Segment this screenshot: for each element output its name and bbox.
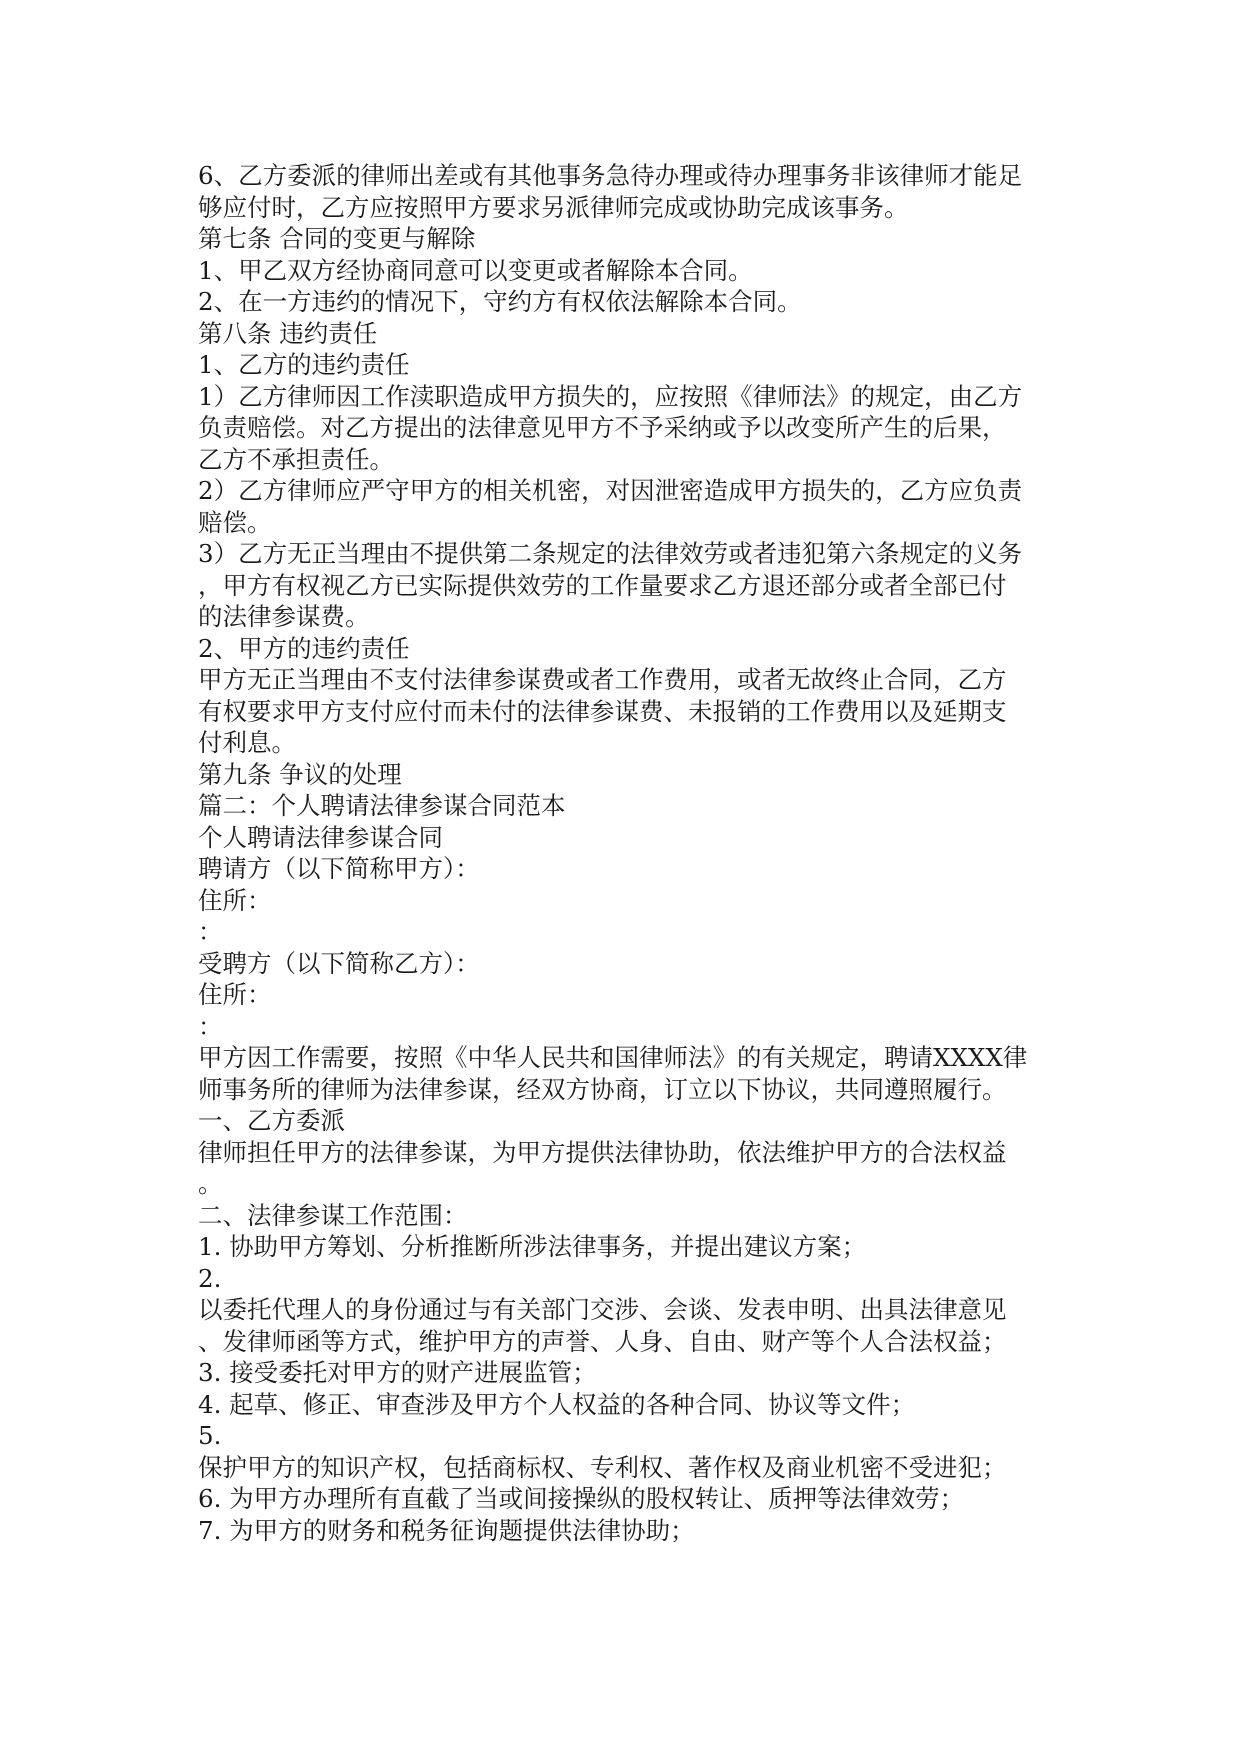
- text-line: 2）乙方律师应严守甲方的相关机密，对因泄密造成甲方损失的，乙方应负责: [198, 476, 1023, 505]
- text-line: 3）乙方无正当理由不提供第二条规定的法律效劳或者违犯第六条规定的义务: [198, 539, 1023, 568]
- document-page: [198, 160, 1058, 1546]
- text-line: ：: [198, 917, 223, 946]
- list-item: 3. 接受委托对甲方的财产进展监管；: [198, 1358, 597, 1387]
- text-line: 的法律参谋费。: [198, 602, 370, 631]
- text-line: 甲方无正当理由不支付法律参谋费或者工作费用，或者无故终止合同，乙方: [198, 665, 1007, 694]
- text-line: 够应付时，乙方应按照甲方要求另派律师完成或协助完成该事务。: [198, 192, 909, 222]
- party-b-label: 受聘方（以下简称乙方）：: [198, 948, 480, 978]
- section-heading: 第九条 争议的处理: [198, 759, 402, 789]
- contract-title: 个人聘请法律参谋合同: [198, 822, 443, 852]
- subsection-heading: 2、甲方的违约责任: [198, 633, 410, 663]
- part-heading: 篇二：个人聘请法律参谋合同范本: [198, 791, 566, 820]
- address-label: 住所：: [198, 980, 272, 1009]
- text-line: 甲方因工作需要，按照《中华人民共和国律师法》的有关规定，聘请XXXX律: [198, 1043, 1028, 1072]
- text-line: 。: [198, 1169, 223, 1198]
- list-item: 1. 协助甲方筹划、分析推断所涉法律事务，并提出建议方案；: [198, 1232, 867, 1261]
- text-line: 乙方不承担责任。: [198, 444, 394, 474]
- text-line: 、发律师函等方式，维护甲方的声誉、人身、自由、财产等个人合法权益；: [198, 1326, 1007, 1356]
- text-line: 6、乙方委派的律师出差或有其他事务急待办理或待办理事务非该律师才能足: [198, 161, 1023, 190]
- text-line: 负责赔偿。对乙方提出的法律意见甲方不予采纳或予以改变所产生的后果，: [198, 413, 1007, 442]
- text-line: 1）乙方律师因工作渎职造成甲方损失的，应按照《律师法》的规定，由乙方: [198, 381, 1023, 411]
- section-heading: 第七条 合同的变更与解除: [198, 224, 476, 253]
- text-line: 付利息。: [198, 728, 296, 757]
- text-line: ，甲方有权视乙方已实际提供效劳的工作量要求乙方退还部分或者全部已付: [198, 570, 1007, 600]
- list-item: 4. 起草、修正、审查涉及甲方个人权益的各种合同、协议等文件；: [198, 1389, 916, 1419]
- text-line: 以委托代理人的身份通过与有关部门交涉、会谈、发表申明、出具法律意见: [198, 1295, 1007, 1324]
- subsection-heading: 1、乙方的违约责任: [198, 350, 410, 379]
- list-item: 2.: [198, 1263, 222, 1293]
- text-line: ：: [198, 1011, 223, 1041]
- section-heading: 一、乙方委派: [198, 1106, 345, 1135]
- party-a-label: 聘请方（以下简称甲方）：: [198, 854, 480, 883]
- section-heading: 二、法律参谋工作范围：: [198, 1200, 468, 1230]
- address-label: 住所：: [198, 885, 272, 915]
- text-line: 有权要求甲方支付应付而未付的法律参谋费、未报销的工作费用以及延期支: [198, 696, 1007, 726]
- text-line: 律师担任甲方的法律参谋，为甲方提供法律协助，依法维护甲方的合法权益: [198, 1137, 1007, 1167]
- text-line: 赔偿。: [198, 507, 272, 537]
- text-line: 师事务所的律师为法律参谋，经双方协商，订立以下协议，共同遵照履行。: [198, 1074, 1007, 1104]
- list-item: 5.: [198, 1421, 222, 1450]
- text-line: 保护甲方的知识产权，包括商标权、专利权、著作权及商业机密不受进犯；: [198, 1452, 1007, 1482]
- list-item: 6. 为甲方办理所有直截了当或间接操纵的股权转让、质押等法律效劳；: [198, 1484, 965, 1513]
- list-item: 7. 为甲方的财务和税务征询题提供法律协助；: [198, 1515, 695, 1545]
- section-heading: 第八条 违约责任: [198, 318, 378, 348]
- text-line: 1、甲乙双方经协商同意可以变更或者解除本合同。: [198, 255, 753, 285]
- text-line: 2、在一方违约的情况下，守约方有权依法解除本合同。: [198, 287, 802, 316]
